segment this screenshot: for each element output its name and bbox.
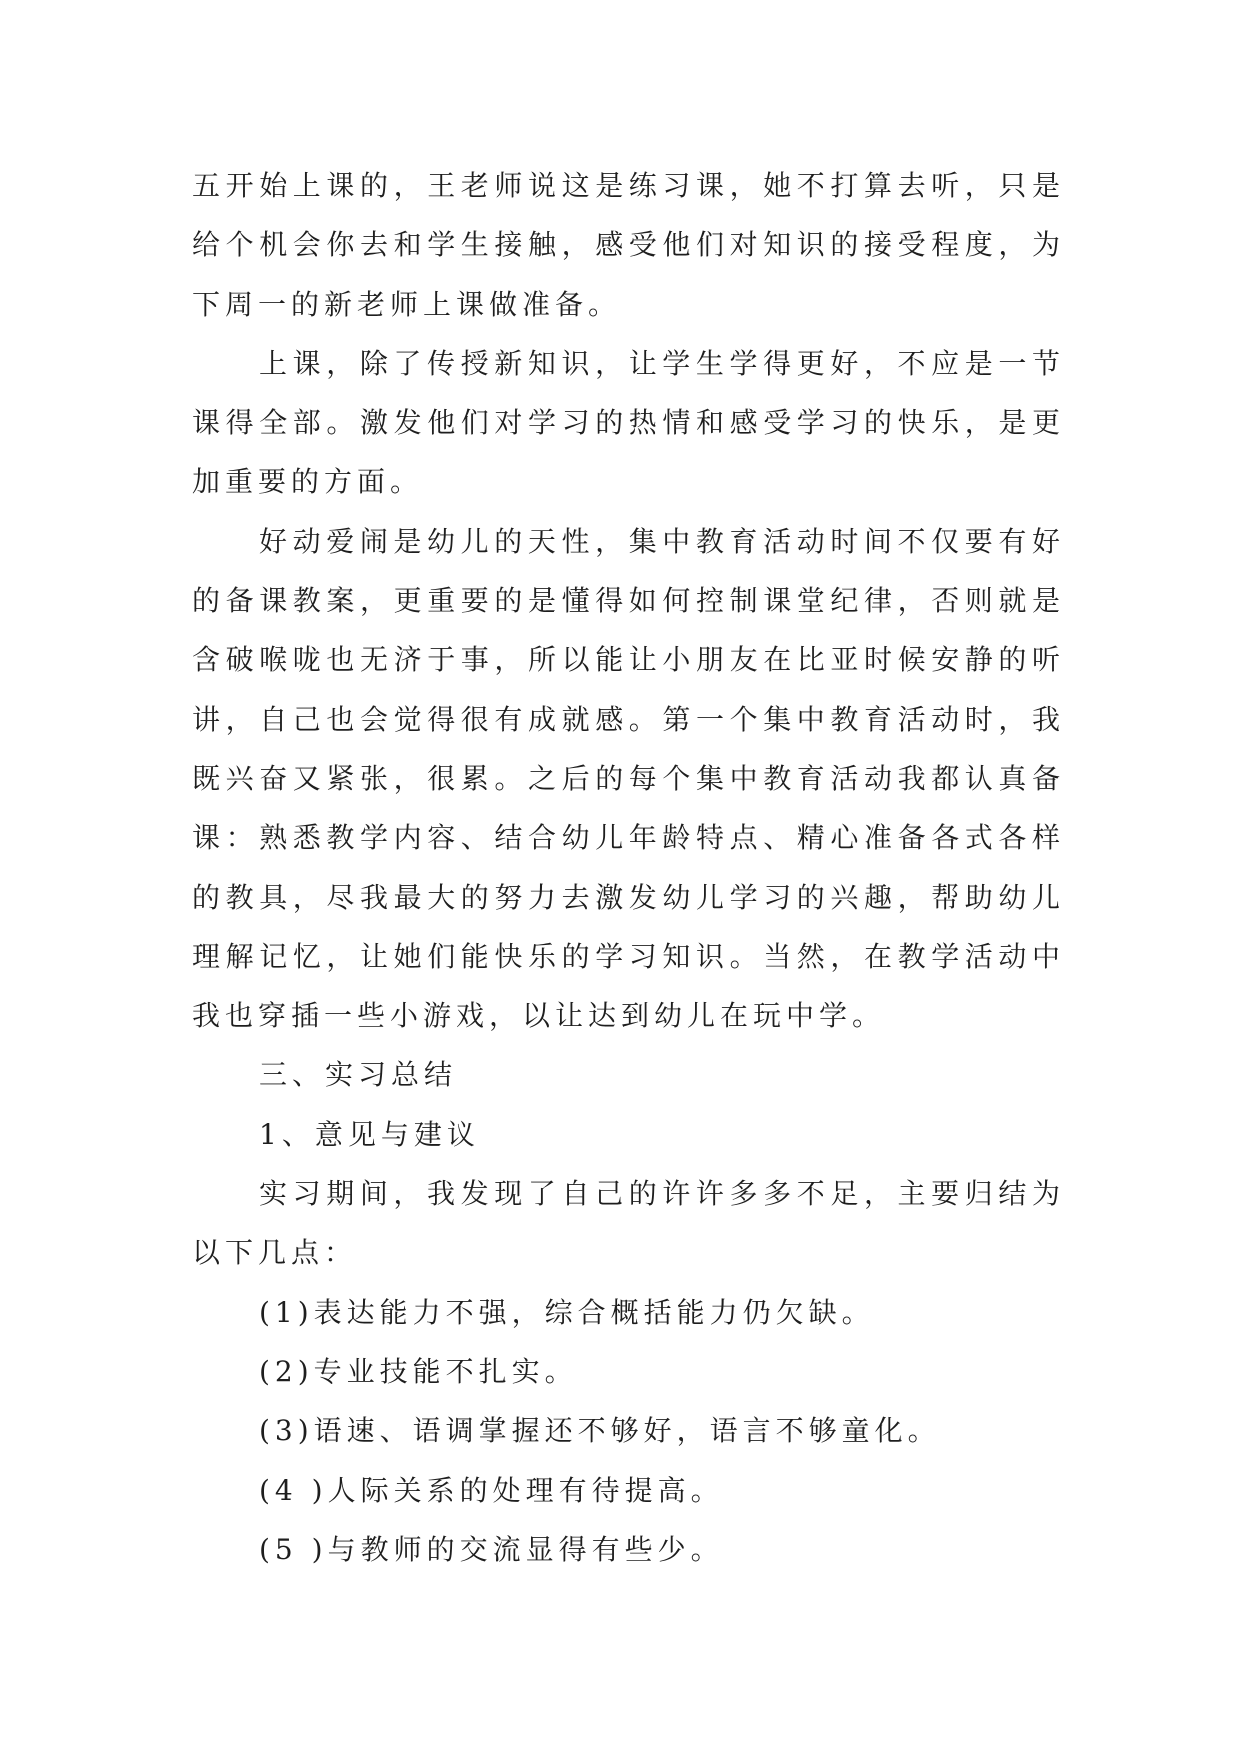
document-body <box>192 156 1066 1579</box>
list-item-text: (5 )与教师的交流显得有些少。 <box>259 1532 724 1566</box>
text-line: 以下几点： <box>192 1236 358 1270</box>
text-line: 课得全部。激发他们对学习的热情和感受学习的快乐，是更 <box>192 406 1066 440</box>
section-heading <box>192 1045 1060 1104</box>
text-line: 下周一的新老师上课做准备。 <box>192 287 622 321</box>
text-line: 五开始上课的，王老师说这是练习课，她不打算去听，只是 <box>192 169 1066 202</box>
list-item <box>192 1342 1060 1401</box>
subsection-heading-text: 1、意见与建议 <box>259 1117 480 1151</box>
list-item-text: (1)表达能力不强，综合概括能力仍欠缺。 <box>259 1295 875 1329</box>
text-line: 上课，除了传授新知识，让学生学得更好，不应是一节 <box>259 346 1066 380</box>
list-item <box>192 1461 1060 1520</box>
paragraph <box>192 1164 1066 1283</box>
text-line: 好动爱闹是幼儿的天性，集中教育活动时间不仅要有好 <box>259 524 1066 558</box>
paragraph <box>192 334 1066 512</box>
text-line: 既兴奋又紧张，很累。之后的每个集中教育活动我都认真备 <box>192 761 1066 795</box>
text-line: 实习期间，我发现了自己的许许多多不足，主要归结为 <box>259 1177 1066 1211</box>
text-line: 我也穿插一些小游戏，以让达到幼儿在玩中学。 <box>192 999 886 1033</box>
list-item <box>192 1283 1060 1342</box>
subsection-heading <box>192 1105 1060 1164</box>
list-item-text: (4 )人际关系的处理有待提高。 <box>259 1473 724 1507</box>
list-item <box>192 1520 1060 1579</box>
list-item-text: (2)专业技能不扎实。 <box>259 1354 578 1388</box>
text-line: 的备课教案，更重要的是懂得如何控制课堂纪律，否则就是 <box>192 584 1066 618</box>
list-item <box>192 1401 1060 1460</box>
list-item-text: (3)语速、语调掌握还不够好，语言不够童化。 <box>259 1414 941 1448</box>
paragraph <box>192 156 1066 334</box>
section-heading-text: 三、实习总结 <box>259 1058 458 1092</box>
text-line: 课：熟悉教学内容、结合幼儿年龄特点、精心准备各式各样 <box>192 821 1066 855</box>
text-line: 给个机会你去和学生接触，感受他们对知识的接受程度，为 <box>192 228 1066 262</box>
text-line: 讲，自己也会觉得很有成就感。第一个集中教育活动时，我 <box>192 702 1066 736</box>
text-line: 理解记忆，让她们能快乐的学习知识。当然，在教学活动中 <box>192 939 1066 973</box>
paragraph <box>192 512 1066 1046</box>
text-line: 加重要的方面。 <box>192 465 424 499</box>
text-line: 的教具，尽我最大的努力去激发幼儿学习的兴趣，帮助幼儿 <box>192 880 1066 914</box>
text-line: 含破喉咙也无济于事，所以能让小朋友在比亚时候安静的听 <box>192 643 1066 677</box>
